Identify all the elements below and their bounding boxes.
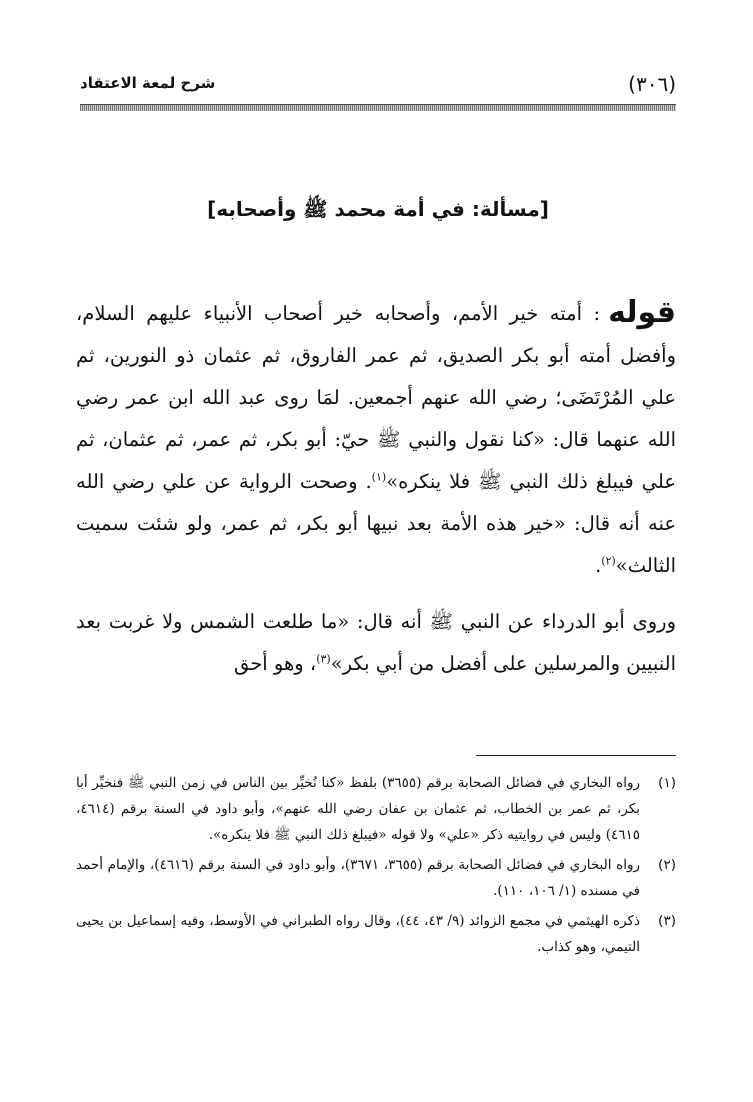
footnote-number: (٢) — [658, 857, 676, 873]
running-header — [80, 70, 676, 100]
footnote-1 — [76, 770, 676, 848]
footnote-text: ذكره الهيثمي في مجمع الزوائد (٩/ ٤٣، ٤٤)، وقال رواه الطبراني في الأوسط، وفيه إسماعيل بن يحيى التيمي، وهو كذاب. — [76, 913, 640, 955]
footnote-3 — [76, 908, 676, 960]
footnotes — [76, 770, 676, 964]
footnote-ref-2[interactable]: (٢) — [601, 554, 616, 568]
footnote-text: رواه البخاري في فضائل الصحابة برقم (٣٦٥٥) بلفظ «كنا نُخيِّر بين الناس في زمن النبي ﷺ فنخيِّر أبا بكر، ثم عمر بن الخطاب، ثم عثمان بن عفان رضي الله عنهم»، وأبو داود في السنة برقم (٤٦١٤، ٤٦١٥) وليس في روايتيه ذكر «علي» ولا قوله «فيبلغ ذلك النبي ﷺ فلا ينكره». — [76, 775, 640, 843]
paragraph-1 — [76, 292, 676, 587]
main-text — [76, 292, 676, 685]
header-divider — [80, 104, 676, 111]
paragraph-1-text-c: . — [595, 554, 602, 577]
footnote-2 — [76, 852, 676, 904]
footnote-text: رواه البخاري في فضائل الصحابة برقم (٣٦٥٥، ٣٦٧١)، وأبو داود في السنة برقم (٤٦١٦)، والإمام أحمد في مسنده (١/ ١٠٦، ١١٠). — [76, 857, 640, 899]
footnote-number: (١) — [658, 775, 676, 791]
book-title: شرح لمعة الاعتقاد — [80, 74, 216, 92]
footnote-ref-1[interactable]: (١) — [371, 470, 387, 484]
footnote-number: (٣) — [658, 913, 676, 929]
page-number: (٣٠٦) — [628, 72, 676, 96]
lead-word: قوله — [608, 295, 676, 330]
footnote-divider — [476, 755, 676, 756]
footnote-ref-3[interactable]: (٣) — [316, 652, 331, 666]
section-title: [مسألة: في أمة محمد ﷺ وأصحابه] — [207, 197, 549, 221]
paragraph-2-text-b: ، وهو أحق — [233, 652, 317, 675]
paragraph-2-text-a: وروى أبو الدرداء عن النبي ﷺ أنه قال: «ما طلعت الشمس ولا غربت بعد النبيين والمرسلين على أفضل من أبي بكر» — [76, 610, 676, 675]
paragraph-2 — [76, 601, 676, 685]
paragraph-1-text-b: . وصحت الرواية عن علي رضي الله عنه أنه قال: «خير هذه الأمة بعد نبيها أبو بكر، ثم عمر، ولو شئت سميت الثالث» — [76, 470, 676, 577]
paragraph-1-text-a: : أمته خير الأمم، وأصحابه خير أصحاب الأنبياء عليهم السلام، وأفضل أمته أبو بكر الصديق، ثم عمر الفاروق، ثم عثمان ذو النورين، ثم علي المُرْتَضَى؛ رضي الله عنهم أجمعين. لمَا روى عبد الله ابن عمر رضي الله عنهما قال: «كنا نقول والنبي ﷺ حيّ: أبو بكر، ثم عمر، ثم عثمان، ثم علي فيبلغ ذلك النبي ﷺ فلا ينكره» — [76, 302, 676, 493]
